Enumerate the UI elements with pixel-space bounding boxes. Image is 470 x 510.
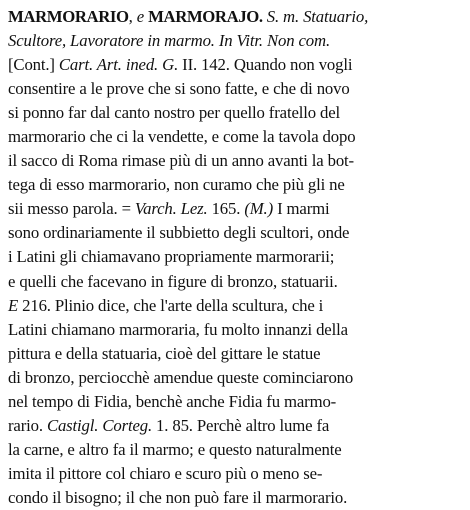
body-text: tega di esso marmorario, non curamo che più gli ne xyxy=(8,175,345,195)
body-text: i Latini gli chiamavano propriamente marmorarii; xyxy=(8,247,335,267)
italic-text: e xyxy=(136,7,145,26)
entry-line xyxy=(8,29,466,53)
italic-text: (M.) xyxy=(244,199,274,219)
entry-line xyxy=(8,414,466,438)
entry-line xyxy=(8,245,466,269)
body-text: 165. xyxy=(207,199,245,219)
headword: MARMORAJO. xyxy=(148,7,263,26)
entry-line xyxy=(8,173,466,197)
entry-line xyxy=(8,53,466,77)
entry-line xyxy=(8,318,466,342)
dictionary-entry xyxy=(8,5,470,510)
body-text: imita il pittore col chiaro e scuro più o meno se- xyxy=(8,463,323,483)
body-text: marmorario che ci la vendette, e come la tavola dopo xyxy=(8,127,356,147)
entry-line xyxy=(8,462,466,486)
body-text: 1. 85. Perchè altro lume fa xyxy=(152,415,330,435)
body-text: pittura e della statuaria, cioè del gittare le statue xyxy=(8,343,321,363)
entry-line xyxy=(8,221,466,245)
entry-line xyxy=(8,486,466,510)
entry-line xyxy=(8,366,466,390)
body-text: 216. Plinio dice, che l'arte della scultura, che i xyxy=(18,295,324,315)
italic-text: Varch. Lez. xyxy=(134,199,208,219)
entry-line xyxy=(8,77,466,101)
entry-line xyxy=(8,390,466,414)
italic-text: Castigl. Corteg. xyxy=(46,415,153,435)
headword: MARMORARIO xyxy=(8,7,129,26)
body-text: Latini chiamano marmoraria, fu molto innanzi della xyxy=(8,319,348,339)
entry-line xyxy=(8,294,466,318)
body-text: e quelli che facevano in figure di bronzo, statuarii. xyxy=(8,271,338,291)
entry-line xyxy=(8,438,466,462)
entry-line xyxy=(8,5,466,29)
entry-line xyxy=(8,149,466,173)
body-text: condo il bisogno; il che non può fare il marmorario. xyxy=(8,487,348,507)
body-text: rario. xyxy=(8,415,47,435)
entry-line xyxy=(8,270,466,294)
body-text: I marmi xyxy=(273,199,330,219)
body-text: [Cont.] xyxy=(8,55,59,75)
body-text: sono ordinariamente il subbietto degli scultori, onde xyxy=(8,223,350,243)
italic-text: E xyxy=(8,295,19,315)
italic-text: Scultore, Lavoratore in marmo. In Vitr. Non com. xyxy=(8,31,330,51)
body-text: il sacco di Roma rimase più di un anno avanti la bot- xyxy=(8,151,354,171)
body-text: si ponno far dal canto nostro per quello fratello del xyxy=(8,103,341,123)
entry-line xyxy=(8,125,466,149)
body-text: di bronzo, perciocchè amendue queste cominciarono xyxy=(8,367,354,387)
italic-text: S. m. Statuario, xyxy=(266,7,369,26)
body-text: consentire a le prove che si sono fatte, e che di novo xyxy=(8,79,350,99)
body-text: II. 142. Quando non vogli xyxy=(178,55,353,75)
body-text: la carne, e altro fa il marmo; e questo naturalmente xyxy=(8,439,342,459)
entry-line xyxy=(8,197,466,221)
body-text: nel tempo di Fidia, benchè anche Fidia fu marmo- xyxy=(8,391,337,411)
italic-text: Cart. Art. ined. G. xyxy=(58,55,179,75)
entry-line xyxy=(8,101,466,125)
entry-line xyxy=(8,342,466,366)
body-text: sii messo parola. = xyxy=(8,199,135,219)
body-text: , xyxy=(128,7,137,26)
